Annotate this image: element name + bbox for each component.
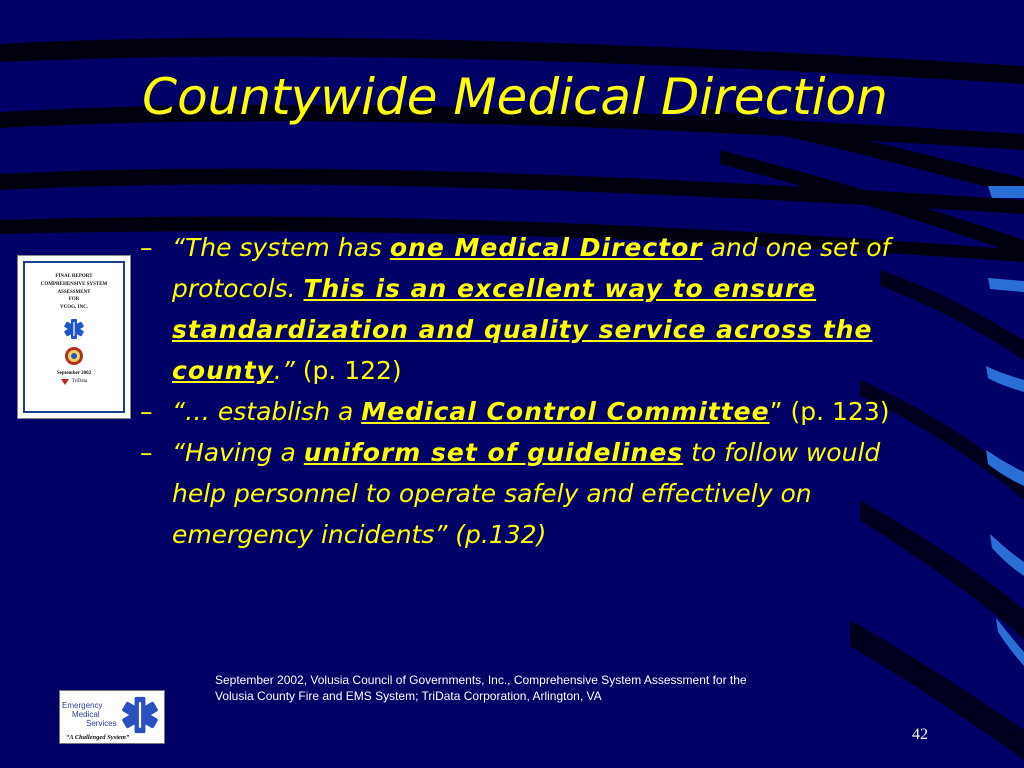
ems-logo-tagline: “A Challenged System”: [66, 734, 130, 741]
bullet-item: – “Having a uniform set of guidelines to follow would help personnel to operate safely and effectively on emergency incidents” (p.132): [140, 432, 920, 555]
ems-logo-text: Emergency Medical Services: [62, 701, 117, 729]
page-number: 42: [912, 726, 928, 743]
report-cover-image: [17, 255, 131, 419]
bullet-item: – “… establish a Medical Control Committee” (p. 123): [140, 391, 920, 432]
source-citation: September 2002, Volusia Council of Governments, Inc., Comprehensive System Assessment for the Volusia County Fire and EMS System; TriData Corporation, Arlington, VA: [215, 673, 747, 704]
report-cover-text: FINAL REPORT COMPREHENSIVE SYSTEM ASSESSMENT FOR VCOG, INC.: [40, 274, 108, 310]
bullet-item: – “The system has one Medical Director and one set of protocols. This is an excellent way to ensure standardization and quality service across the county.” (p. 122): [140, 227, 920, 391]
report-date: September 2002: [56, 370, 92, 376]
slide-title: Countywide Medical Direction: [142, 68, 888, 126]
bullet-marker: –: [140, 233, 153, 262]
fire-rescue-badge-icon: [63, 345, 85, 367]
bullet-list: [140, 227, 920, 555]
tridata-brand: TriData: [61, 379, 87, 385]
bullet-marker: –: [140, 438, 153, 467]
ems-logo: [59, 690, 165, 744]
tridata-logo-icon: [61, 379, 69, 385]
star-of-life-icon: [63, 318, 85, 340]
star-of-life-icon: [120, 695, 160, 735]
bullet-marker: –: [140, 397, 153, 426]
